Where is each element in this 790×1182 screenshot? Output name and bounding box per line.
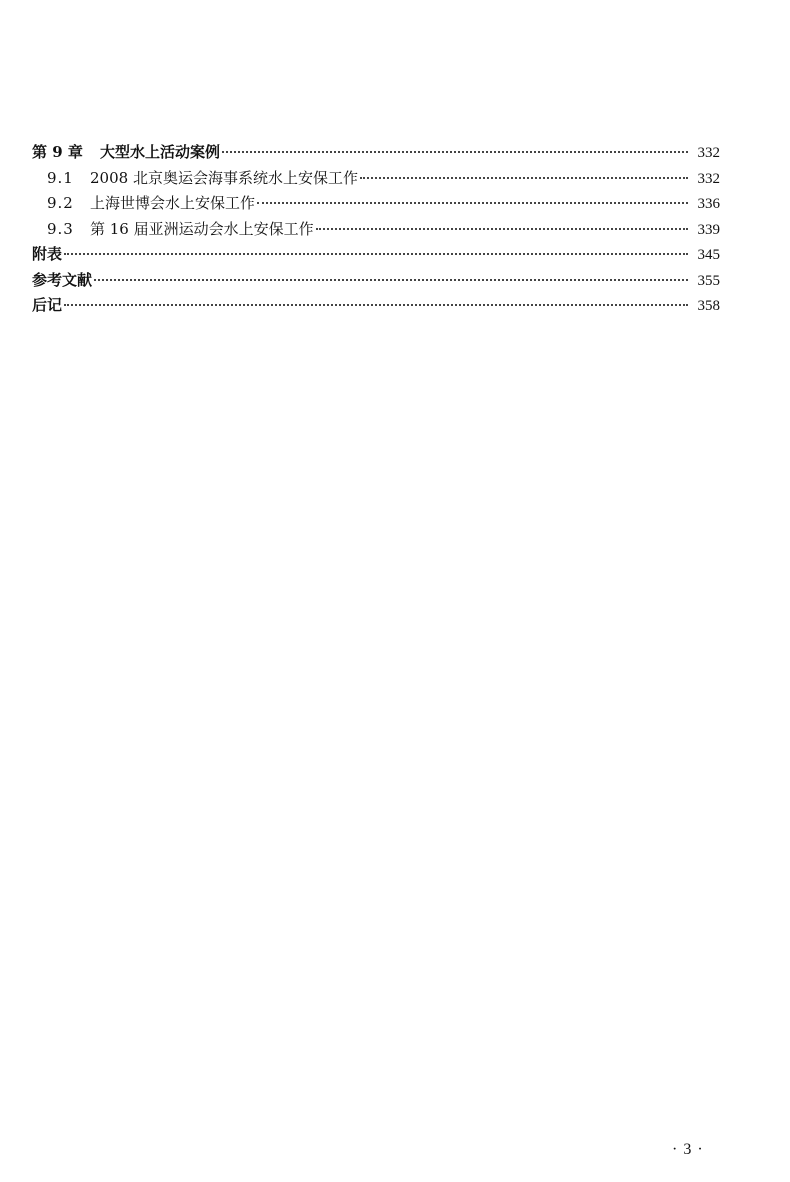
toc-entry-section-9-1[interactable] [32, 166, 720, 192]
chapter-title: 大型水上活动案例 [100, 143, 221, 161]
section-title: 2008 北京奥运会海事系统水上安保工作 [90, 168, 358, 187]
chapter-number: 第 9 章 [32, 143, 83, 161]
dot-leader [257, 202, 688, 204]
section-number: 9.3 [47, 219, 74, 238]
table-of-contents [32, 140, 720, 319]
toc-entry-chapter-9[interactable] [32, 140, 720, 166]
section-title: 上海世博会水上安保工作 [90, 194, 256, 212]
section-title: 第 16 届亚洲运动会水上安保工作 [90, 219, 314, 238]
section-number: 9.1 [47, 168, 74, 187]
references-title: 参考文献 [32, 270, 93, 289]
toc-entry-section-9-2[interactable] [32, 191, 720, 217]
page-number: 332 [697, 145, 720, 161]
toc-entry-appendix[interactable] [32, 242, 720, 268]
page-number: 336 [697, 196, 720, 212]
toc-entry-afterword[interactable] [32, 293, 720, 319]
dot-leader [222, 151, 688, 153]
afterword-title: 后记 [32, 296, 63, 314]
page-folio: · 3 · [672, 1141, 704, 1158]
dot-leader [64, 253, 688, 255]
toc-entry-section-9-3[interactable] [32, 217, 720, 243]
page-number: 358 [697, 298, 720, 314]
section-number: 9.2 [47, 194, 74, 212]
toc-entry-references[interactable] [32, 268, 720, 294]
dot-leader [316, 228, 688, 230]
page-number: 339 [697, 221, 720, 238]
dot-leader [360, 177, 688, 179]
appendix-title: 附表 [32, 245, 63, 263]
dot-leader [94, 279, 688, 281]
page-number: 345 [697, 247, 720, 263]
page-number: 332 [697, 170, 720, 187]
dot-leader [64, 304, 688, 306]
page-number: 355 [697, 272, 720, 289]
